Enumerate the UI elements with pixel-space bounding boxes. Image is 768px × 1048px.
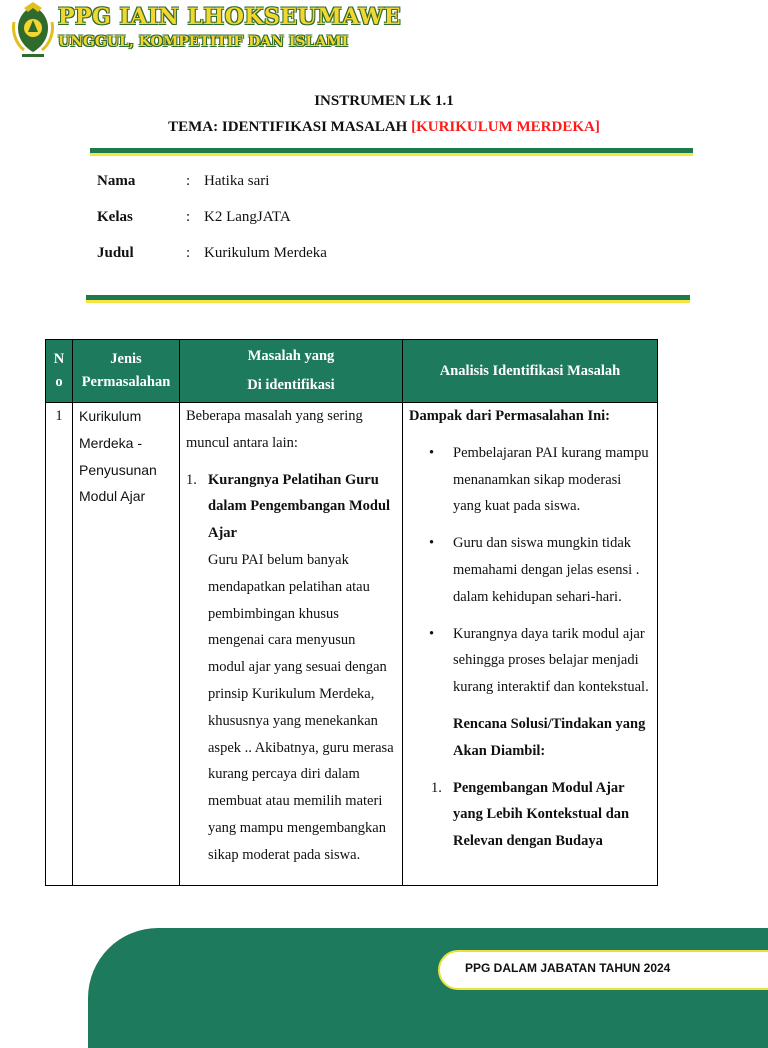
field-value: Hatika sari — [204, 173, 270, 189]
masalah-intro: Beberapa masalah yang sering muncul antara lain: — [186, 408, 363, 451]
theme-prefix: TEMA: IDENTIFIKASI MASALAH — [168, 119, 408, 135]
divider-bottom — [86, 295, 690, 300]
field-value: Kurikulum Merdeka — [204, 245, 327, 261]
analisis-heading: Dampak dari Permasalahan Ini: — [409, 408, 611, 424]
theme-accent: [KURIKULUM MERDEKA] — [411, 119, 600, 135]
brand-title: PPG IAIN LHOKSEUMAWE — [58, 4, 402, 30]
header-masalah — [180, 340, 403, 403]
list-item — [409, 621, 651, 701]
document-theme — [0, 119, 768, 136]
cell-analisis — [403, 403, 658, 886]
field-colon: : — [186, 245, 191, 261]
field-value: K2 LangJATA — [204, 209, 291, 225]
solusi-text: Pengembangan Modul Ajar yang Lebih Kontekstual dan Relevan dengan Budaya — [453, 779, 630, 850]
field-label: Kelas — [97, 209, 133, 225]
list-item — [409, 440, 651, 520]
cell-masalah — [180, 403, 403, 886]
field-kelas — [97, 209, 291, 226]
table-header-row — [46, 340, 658, 403]
list-item — [409, 530, 651, 610]
header-jenis-line2: Permasalahan — [81, 374, 171, 390]
field-nama — [97, 173, 269, 190]
field-colon: : — [186, 209, 191, 225]
impact-list — [409, 440, 651, 701]
masalah-item — [186, 467, 396, 869]
bullet-icon: • — [429, 625, 435, 642]
institution-logo — [10, 2, 56, 60]
cell-jenis: Kurikulum Merdeka - Penyusunan Modul Ajar — [73, 403, 180, 886]
header-jenis-line1: Jenis — [110, 351, 142, 367]
bullet-icon: • — [429, 444, 435, 461]
impact-text: Pembelajaran PAI kurang mampu menanamkan sikap moderasi yang kuat pada siswa. — [453, 444, 649, 515]
solusi-heading: Rencana Solusi/Tindakan yang Akan Diambil: — [453, 715, 646, 759]
divider-top — [90, 148, 693, 153]
masalah-heading: Kurangnya Pelatihan Guru dalam Pengembangan Modul Ajar — [208, 471, 391, 542]
header-no-line2: o — [55, 374, 63, 390]
solusi-number: 1. — [431, 779, 442, 796]
table-row — [46, 403, 658, 886]
document-title: INSTRUMEN LK 1.1 — [314, 93, 454, 109]
header-analisis: Analisis Identifikasi Masalah — [403, 340, 658, 403]
header-no-line1: N — [53, 351, 65, 367]
bullet-icon: • — [429, 535, 435, 552]
field-judul — [97, 245, 327, 262]
masalah-number: 1. — [186, 471, 197, 488]
solusi-item — [409, 775, 651, 855]
masalah-body: Guru PAI belum banyak mendapatkan pelatihan atau pembimbingan khusus mengenai cara menyusun modul ajar yang sesuai dengan prinsip Kurikulum Merdeka, khususnya yang menekankan aspek .. Akibatnya, guru merasa kurang percaya diri dalam membuat atau memilih materi yang mampu mengembangkan sikap moderat pada siswa. — [208, 551, 394, 863]
header-no — [46, 340, 73, 403]
brand-tagline: UNGGUL, KOMPETITIF DAN ISLAMI — [58, 34, 349, 50]
header-jenis — [73, 340, 180, 403]
header-masalah-line2: Di identifikasi — [247, 377, 335, 393]
impact-text: Kurangnya daya tarik modul ajar sehingga proses belajar menjadi kurang interaktif dan kontekstual. — [453, 625, 649, 696]
header-masalah-line1: Masalah yang — [247, 348, 335, 364]
cell-no: 1 — [46, 403, 73, 886]
footer-label: PPG DALAM JABATAN TAHUN 2024 — [465, 961, 671, 975]
identification-table — [45, 339, 658, 886]
field-label: Judul — [97, 245, 134, 261]
field-colon: : — [186, 173, 191, 189]
field-label: Nama — [97, 173, 136, 189]
impact-text: Guru dan siswa mungkin tidak memahami dengan jelas esensi . dalam kehidupan sehari-hari. — [453, 535, 640, 605]
